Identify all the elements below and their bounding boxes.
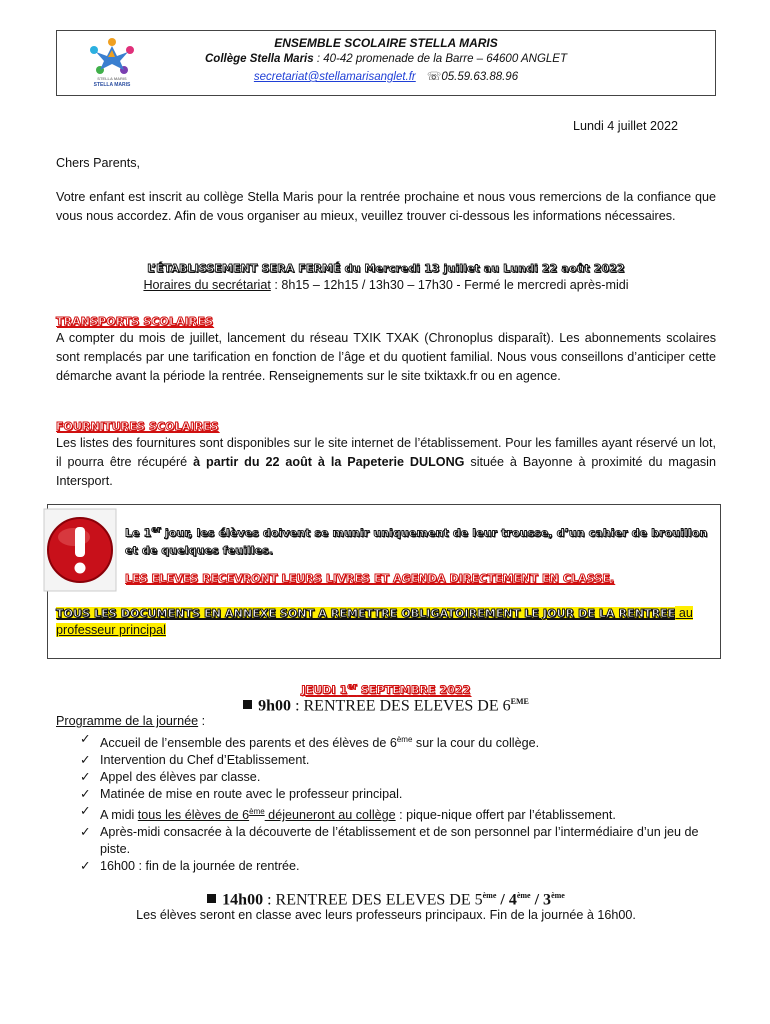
midi-sup: ème — [249, 807, 265, 817]
alert-line1-b: jour, les élèves doivent se munir uniquement de leur trousse, d’un cahier de brouillon et de quelques feuilles. — [125, 526, 708, 557]
square-bullet-icon — [207, 894, 216, 903]
rentree-6eme-heading — [56, 692, 716, 715]
list-item — [80, 769, 720, 786]
square-bullet-icon — [243, 700, 252, 709]
letter-date: Lundi 4 juillet 2022 — [572, 119, 678, 133]
checkmark-icon: ✓ — [80, 770, 91, 785]
alert-first-day — [125, 521, 720, 559]
contact-line — [56, 69, 716, 83]
transports-title: TRANSPORTS SCOLAIRES — [56, 315, 214, 328]
programme-label-colon: : — [198, 714, 206, 728]
rentree-6eme-title: : RENTREE DES ELEVES DE 6 — [291, 697, 511, 715]
fournitures-text-after: située à Bayonne à proximité du magasin Intersport. — [56, 455, 716, 488]
email-link[interactable]: secretariat@stellamarisanglet.fr — [253, 71, 416, 83]
fournitures-text-before: Les listes des fournitures sont disponibles sur le site internet de l’établissement. Pour les familles ayant réservé un lot, il pourra être récupéré — [56, 436, 716, 469]
alert-books: LES ELEVES RECEVRONT LEURS LIVRES ET AGENDA DIRECTEMENT EN CLASSE. — [125, 572, 615, 585]
list-item — [80, 858, 720, 875]
midi-text-b: : pique-nique offert par l’établissement. — [395, 808, 616, 823]
programme-label-text: Programme de la journée — [56, 714, 199, 728]
logo-text-bottom: STELLA MARIS — [93, 82, 131, 88]
item-text: Matinée de mise en route avec le professeur principal. — [100, 787, 403, 802]
transports-paragraph: A compter du mois de juillet, lancement du réseau TXIK TXAK (Chronoplus disparaît). Les abonnements scolaires sont remplacés par une tarification en fonction de l’âge et du quotient familial. Nous vous conseillons d’anticiper cette démarche avant la période la rentrée. Renseignements sur le site txiktaxk.fr ou en agence. — [56, 331, 716, 383]
closure-title: L’ÉTABLISSEMENT SERA FERMÉ du Mercredi 13 juillet au Lundi 22 août 2022 — [147, 262, 625, 275]
hours-text: : 8h15 – 12h15 / 13h30 – 17h30 - Fermé le mercredi après-midi — [270, 278, 629, 292]
college-name: Collège Stella Maris — [204, 53, 314, 65]
item-text: Accueil de l’ensemble des parents et des élèves de 6 — [100, 736, 397, 751]
phone-number: 05.59.63.88.96 — [441, 71, 519, 83]
midi-text-a: A midi — [100, 808, 138, 823]
afternoon-heading-b: / 4 — [496, 891, 517, 909]
item-text: Appel des élèves par classe. — [100, 770, 261, 785]
greeting: Chers Parents, — [56, 156, 140, 170]
secretariat-hours — [56, 276, 716, 295]
item-sup: ème — [396, 735, 413, 744]
logo-text-top: STELLA MARIS — [97, 76, 127, 81]
checkmark-icon: ✓ — [80, 732, 91, 746]
alert-documents — [56, 605, 716, 639]
list-item — [80, 824, 720, 858]
midi-text-u: tous les élèves de 6 — [137, 808, 250, 823]
exclamation-icon — [42, 507, 118, 593]
rentree-6eme-time: 9h00 — [258, 697, 292, 715]
list-item — [80, 752, 720, 769]
rentree-6eme-sup: EME — [510, 697, 529, 706]
list-item — [80, 786, 720, 803]
jeudi-title-a: JEUDI 1 — [301, 683, 348, 697]
list-item — [80, 803, 720, 824]
checkmark-icon: ✓ — [80, 787, 91, 802]
fournitures-text-bold: à partir du 22 août à la Papeterie DULONG — [193, 455, 465, 469]
midi-text-u2: déjeuneront au collège — [264, 808, 396, 823]
afternoon-heading-c: / 3 — [530, 891, 552, 909]
address-text: : 40-42 promenade de la Barre – 64600 ANGLET — [313, 53, 568, 65]
item-text: 16h00 : fin de la journée de rentrée. — [100, 859, 300, 874]
school-address — [56, 53, 716, 65]
afternoon-heading-a: : RENTREE DES ELEVES DE 5 — [263, 891, 483, 909]
hours-label: Horaires du secrétariat — [143, 278, 271, 292]
afternoon-sup2: ème — [516, 891, 531, 900]
intro-paragraph: Votre enfant est inscrit au collège Stella Maris pour la rentrée prochaine et nous vous remercions de la confiance que vous nous accordez. Afin de vous organiser au mieux, veuillez trouver ci-dessous les informations nécessaires. — [56, 190, 716, 223]
fournitures-title: FOURNITURES SCOLAIRES — [56, 420, 219, 433]
school-name: ENSEMBLE SCOLAIRE STELLA MARIS — [274, 36, 498, 50]
jeudi-title-b: SEPTEMBRE 2022 — [356, 683, 471, 697]
alert-documents-text: TOUS LES DOCUMENTS EN ANNEXE SONT A REMETTRE OBLIGATOIREMENT LE JOUR DE LA RENTREE — [56, 607, 676, 620]
programme-label — [56, 714, 205, 728]
jeudi-title-sup: er — [347, 682, 357, 691]
afternoon-text: Les élèves seront en classe avec leurs professeurs principaux. Fin de la journée à 16h00. — [136, 908, 636, 922]
item-text: Après-midi consacrée à la découverte de l’établissement et de son personnel par l’intermédiaire d’un jeu de piste. — [100, 825, 699, 857]
programme-list — [80, 731, 720, 875]
checkmark-icon: ✓ — [80, 753, 91, 768]
checkmark-icon: ✓ — [80, 825, 91, 840]
afternoon-sup3: ème — [551, 891, 565, 900]
afternoon-sup1: ème — [482, 891, 497, 900]
afternoon-time: 14h00 — [222, 891, 264, 909]
checkmark-icon: ✓ — [80, 859, 91, 874]
fournitures-paragraph — [56, 434, 716, 491]
item-text: Intervention du Chef d’Etablissement. — [100, 753, 310, 768]
list-item — [80, 731, 720, 752]
item-text-end: sur la cour du collège. — [412, 736, 540, 751]
alert-line1-a: Le 1 — [125, 526, 152, 540]
phone-icon: ☏ — [426, 71, 442, 83]
alert-documents-tail: au professeur principal — [56, 606, 693, 637]
alert-line1-sup: er — [151, 525, 161, 534]
checkmark-icon: ✓ — [80, 804, 91, 819]
